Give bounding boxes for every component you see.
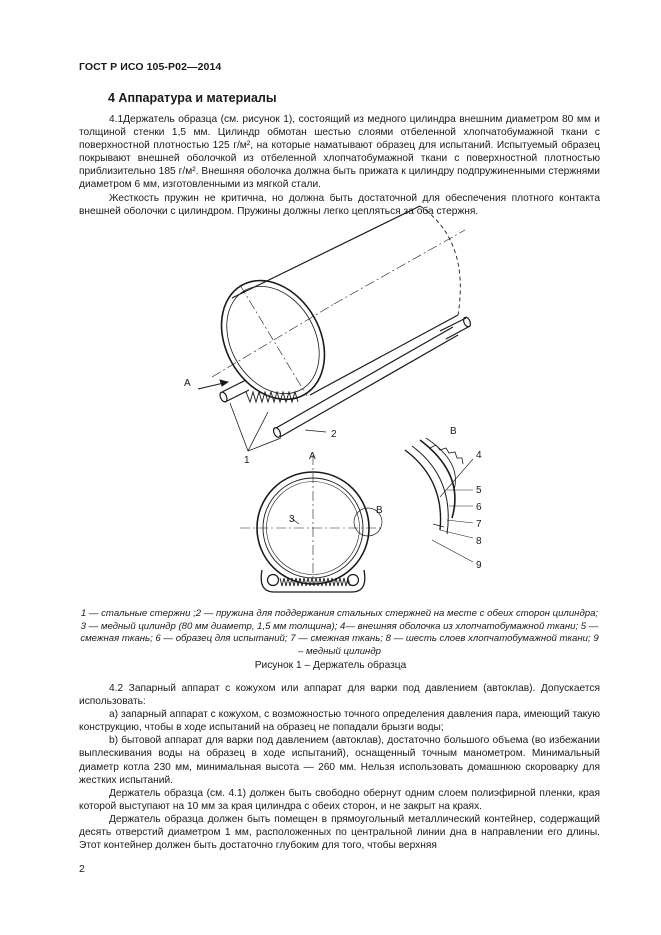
paragraph-4-1-text: 4.1Держатель образца (см. рисунок 1), состоящий из медного цилиндра внешним диаметром 80 мм и толщиной стенки 1,5 мм. Цилиндр обмотан шестью слоями отбеленной хлопчатобумажной ткани с поверхностной плотностью 125 г/м², на которые наматывают образец для испытаний. Испытуемый образец покрывают внешней оболочкой из отбеленной хлопчатобумажной ткани с поверхностной плотностью приблизительно 185 г/м². Внешняя оболочка должна быть прижата к цилиндру подпружиненными стержнями диаметром 6 мм, изготовленными из мягкой стали. xyxy=(79,114,600,191)
paragraph-4-2-b: b) бытовой аппарат для варки под давлением (автоклав), достаточно большого объема (во избежании выплескивания воды на образец в ходе испытаний), оснащенный точным манометром. Минимальный диаметр котла 230 мм, минимальная высота — 260 мм. Нельзя использовать домашнюю скороварку для жестких испытаний. xyxy=(79,735,600,786)
paragraph-holder-wrap: Держатель образца (см. 4.1) должен быть свободно обернут одним слоем полиэфирной пленки, края которой выступают на 10 мм за края цилиндра с обеих сторон, и не закрыт на краях. xyxy=(79,787,600,812)
label-9: 9 xyxy=(476,560,482,571)
label-6: 6 xyxy=(476,502,482,513)
label-4: 4 xyxy=(476,450,482,461)
section-title: 4 Аппаратура и материалы xyxy=(108,91,277,105)
paragraph-4-2 xyxy=(79,682,600,852)
label-2: 2 xyxy=(331,429,337,440)
label-detail-b-title: B xyxy=(450,426,457,437)
label-7: 7 xyxy=(476,519,482,530)
label-8: 8 xyxy=(476,536,482,547)
label-3: 3 xyxy=(289,514,295,525)
figure-title: Рисунок 1 – Держатель образца xyxy=(254,660,407,671)
paragraph-container: Держатель образца должен быть помещен в прямоугольный металлический контейнер, содержащий десять отверстий диаметром 1 мм, расположенных по центральной линии дна в направлении его длины. Этот контейнер должен быть достаточно глубоким для того, чтобы верхняя xyxy=(79,813,600,852)
document-header: ГОСТ Р ИСО 105-P02—2014 xyxy=(79,61,222,73)
label-view-a-section: A xyxy=(309,451,316,462)
copper-cylinder-isometric xyxy=(201,206,465,418)
label-detail-b-circle: B xyxy=(376,505,383,516)
page-number: 2 xyxy=(79,863,85,875)
figure-caption: 1 — стальные стержни ;2 — пружина для поддержания стальных стержней на месте с обеих сторон цилиндра; 3 — медный цилиндр (80 мм диаметр, 1,5 мм толщина); 4— внешняя оболочка из хлопчатобумажной ткани; 5 — смежная ткань; 6 — образец для испытаний; 7 — смежная ткань; 8 — шесть слоев хлопчатобумажной ткани; 9 – медный цилиндр xyxy=(80,608,599,657)
label-1: 1 xyxy=(244,455,250,466)
view-a-arrow xyxy=(198,380,228,389)
detail-b-view xyxy=(405,438,473,562)
cylinder-section-view xyxy=(240,455,382,592)
steel-rods-isometric xyxy=(219,316,472,438)
paragraph-4-2-intro: 4.2 Запарный аппарат с кожухом или аппарат для варки под давлением (автоклав). Допускается использовать: xyxy=(79,683,600,708)
label-view-a-arrow: A xyxy=(184,378,191,389)
label-5: 5 xyxy=(476,485,482,496)
paragraph-4-2-a: а) запарный аппарат с кожухом, с возможностью точного определения давления пара, имеющий такую конструкцию, чтобы в ходе испытаний на образец не попадали брызги воды; xyxy=(79,709,600,734)
paragraph-springs-text: Жесткость пружин не критична, но должна быть достаточной для обеспечения плотного контакта внешней оболочки с цилиндром. Пружины должны легко цепляться за оба стержня. xyxy=(79,192,600,217)
